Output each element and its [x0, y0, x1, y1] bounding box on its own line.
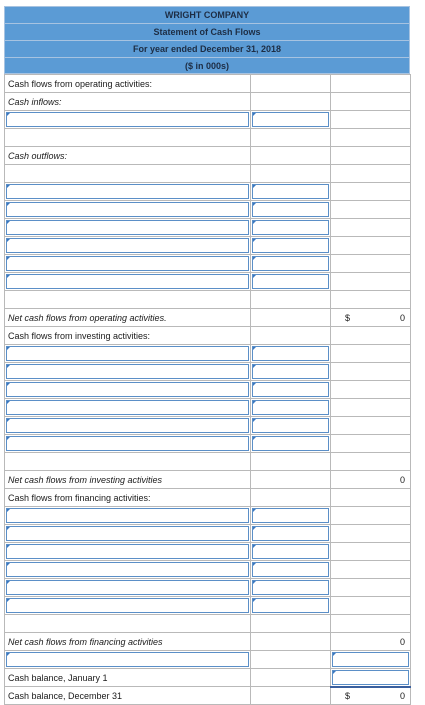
investing-heading: Cash flows from investing activities:	[8, 330, 151, 341]
outflow-input-row	[5, 219, 411, 237]
inflow-input-row	[5, 111, 411, 129]
investing-input-row	[5, 363, 411, 381]
outflow-amount-input[interactable]	[252, 202, 329, 217]
net-change-row	[5, 651, 411, 669]
operating-net-row	[5, 309, 411, 327]
cash-flow-statement	[4, 6, 410, 705]
cash-december-value: 0	[399, 690, 405, 701]
outflow-description-input[interactable]	[6, 256, 249, 271]
operating-heading-row	[5, 75, 411, 93]
blank-row	[5, 291, 411, 309]
blank-row	[5, 165, 411, 183]
outflow-amount-input[interactable]	[252, 238, 329, 253]
blank-row	[5, 129, 411, 147]
financing-amount-input[interactable]	[252, 526, 329, 541]
financing-input-row	[5, 507, 411, 525]
net-change-amount-input[interactable]	[332, 652, 409, 667]
financing-amount-input[interactable]	[252, 544, 329, 559]
outflow-amount-input[interactable]	[252, 274, 329, 289]
inflows-label-row	[5, 93, 411, 111]
investing-net-label: Net cash flows from investing activities	[8, 474, 163, 485]
investing-description-input[interactable]	[6, 346, 249, 361]
financing-input-row	[5, 579, 411, 597]
financing-description-input[interactable]	[6, 544, 249, 559]
outflows-label: Cash outflows:	[8, 150, 68, 161]
outflow-input-row	[5, 201, 411, 219]
investing-net-row	[5, 471, 411, 489]
outflow-description-input[interactable]	[6, 274, 249, 289]
financing-description-input[interactable]	[6, 526, 249, 541]
investing-input-row	[5, 381, 411, 399]
investing-amount-input[interactable]	[252, 364, 329, 379]
investing-input-row	[5, 345, 411, 363]
cash-january-label: Cash balance, January 1	[8, 672, 108, 683]
cash-december-amount	[331, 691, 410, 701]
inflows-label: Cash inflows:	[8, 96, 62, 107]
inflow-amount-input[interactable]	[252, 112, 329, 127]
outflow-input-row	[5, 273, 411, 291]
financing-input-row	[5, 543, 411, 561]
investing-amount-input[interactable]	[252, 382, 329, 397]
investing-net-value: 0	[399, 474, 405, 485]
inflow-description-input[interactable]	[6, 112, 249, 127]
blank-row	[5, 453, 411, 471]
investing-description-input[interactable]	[6, 418, 249, 433]
company-name: WRIGHT COMPANY	[4, 6, 410, 23]
financing-input-row	[5, 597, 411, 615]
outflow-description-input[interactable]	[6, 220, 249, 235]
currency-symbol: $	[345, 312, 351, 323]
outflow-amount-input[interactable]	[252, 256, 329, 271]
financing-input-row	[5, 561, 411, 579]
net-change-description-input[interactable]	[6, 652, 249, 667]
cash-january-input[interactable]	[332, 670, 409, 685]
outflow-input-row	[5, 237, 411, 255]
statement-period: For year ended December 31, 2018	[4, 40, 410, 57]
outflow-description-input[interactable]	[6, 184, 249, 199]
investing-description-input[interactable]	[6, 382, 249, 397]
outflow-description-input[interactable]	[6, 238, 249, 253]
cash-january-row	[5, 669, 411, 687]
statement-title: Statement of Cash Flows	[4, 23, 410, 40]
financing-net-label: Net cash flows from financing activities	[8, 636, 163, 647]
investing-heading-row	[5, 327, 411, 345]
operating-net-amount	[331, 313, 410, 323]
financing-description-input[interactable]	[6, 580, 249, 595]
financing-amount-input[interactable]	[252, 580, 329, 595]
financing-amount-input[interactable]	[252, 562, 329, 577]
financing-description-input[interactable]	[6, 598, 249, 613]
outflow-input-row	[5, 255, 411, 273]
investing-amount-input[interactable]	[252, 418, 329, 433]
investing-input-row	[5, 417, 411, 435]
operating-net-label: Net cash flows from operating activities.	[8, 312, 167, 323]
financing-heading: Cash flows from financing activities:	[8, 492, 151, 503]
outflow-amount-input[interactable]	[252, 184, 329, 199]
financing-net-row	[5, 633, 411, 651]
statement-table	[4, 74, 411, 705]
financing-description-input[interactable]	[6, 508, 249, 523]
outflow-input-row	[5, 183, 411, 201]
cash-december-label: Cash balance, December 31	[8, 690, 123, 701]
financing-amount-input[interactable]	[252, 508, 329, 523]
investing-amount-input[interactable]	[252, 400, 329, 415]
outflow-description-input[interactable]	[6, 202, 249, 217]
investing-description-input[interactable]	[6, 436, 249, 451]
blank-row	[5, 615, 411, 633]
investing-input-row	[5, 399, 411, 417]
financing-description-input[interactable]	[6, 562, 249, 577]
investing-description-input[interactable]	[6, 400, 249, 415]
financing-amount-input[interactable]	[252, 598, 329, 613]
investing-amount-input[interactable]	[252, 346, 329, 361]
investing-input-row	[5, 435, 411, 453]
investing-amount-input[interactable]	[252, 436, 329, 451]
financing-net-value: 0	[399, 636, 405, 647]
operating-net-value: 0	[399, 312, 405, 323]
financing-input-row	[5, 525, 411, 543]
financing-heading-row	[5, 489, 411, 507]
operating-heading: Cash flows from operating activities:	[8, 78, 153, 89]
investing-description-input[interactable]	[6, 364, 249, 379]
outflow-amount-input[interactable]	[252, 220, 329, 235]
outflows-label-row	[5, 147, 411, 165]
statement-units: ($ in 000s)	[4, 57, 410, 74]
currency-symbol: $	[345, 690, 351, 701]
cash-december-row	[5, 687, 411, 705]
